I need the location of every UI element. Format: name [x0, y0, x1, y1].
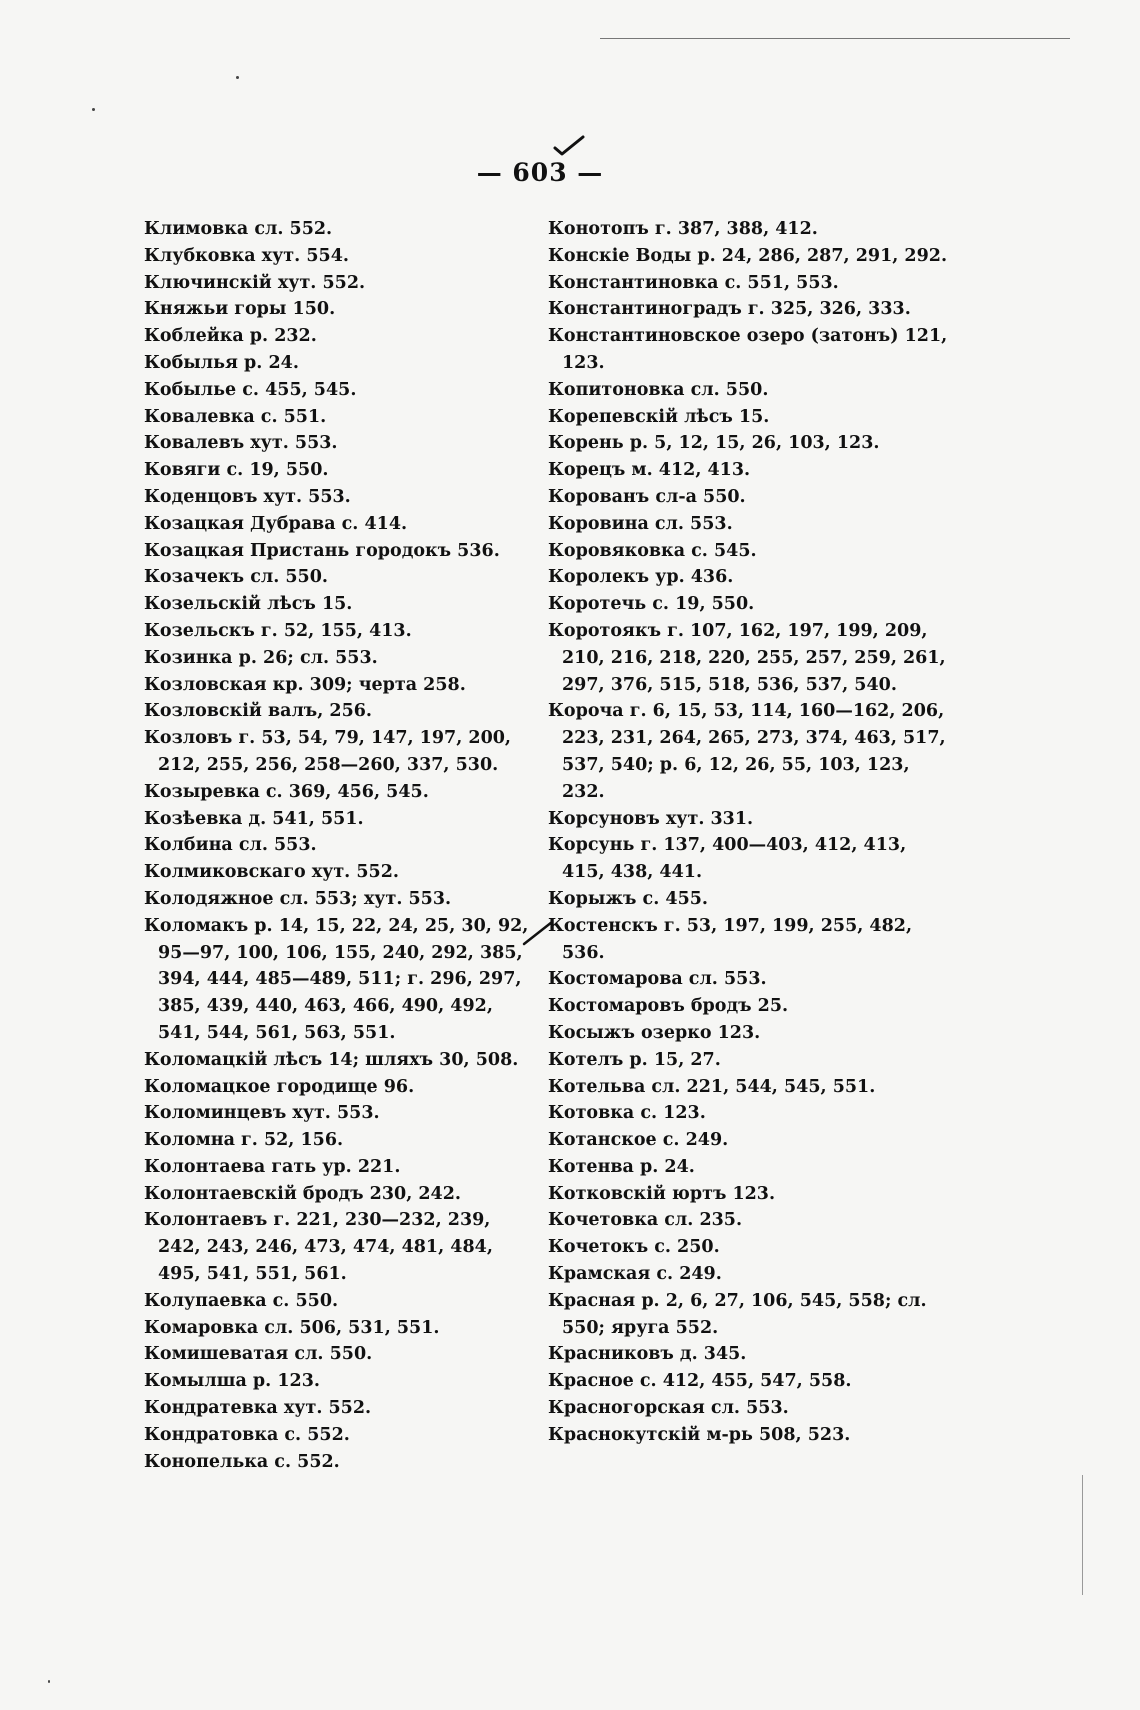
index-entry: Коровяковка с. 545. [548, 540, 757, 561]
index-entry: Козацкая Пристань городокъ 536. [144, 540, 500, 561]
index-entry: Коблейка р. 232. [144, 326, 317, 347]
index-entry: Корецъ м. 412, 413. [548, 460, 751, 481]
top-edge-rule [600, 38, 1070, 39]
index-entry: Колмиковскаго хут. 552. [144, 862, 399, 883]
index-entry: Колонтаева гать ур. 221. [144, 1156, 401, 1177]
index-entry: Ковяги с. 19, 550. [144, 460, 329, 481]
index-entry: Котковскій юртъ 123. [548, 1183, 776, 1204]
index-entry: Коденцовъ хут. 553. [144, 486, 351, 507]
index-entry: Козѣевка д. 541, 551. [144, 808, 364, 829]
index-entry: Комишеватая сл. 550. [144, 1344, 373, 1365]
index-entry: Костомарова сл. 553. [548, 969, 767, 990]
index-entry: Козинка р. 26; сл. 553. [144, 647, 378, 668]
ink-speck [92, 108, 95, 111]
index-column-left [144, 216, 534, 1475]
index-entry: Колбина сл. 553. [144, 835, 317, 856]
ink-speck [236, 76, 239, 79]
index-entry: Козачекъ сл. 550. [144, 567, 328, 588]
index-entry: Красногорская сл. 553. [548, 1398, 789, 1419]
index-entry: Корень р. 5, 12, 15, 26, 103, 123. [548, 433, 880, 454]
index-entry: Кондратевка хут. 552. [144, 1398, 372, 1419]
index-entry: Красниковъ д. 345. [548, 1344, 747, 1365]
index-column-right [548, 216, 948, 1449]
index-entry: Козельскъ г. 52, 155, 413. [144, 620, 412, 641]
index-entry: Корепевскій лѣсъ 15. [548, 406, 770, 427]
index-entry: Коломна г. 52, 156. [144, 1130, 344, 1151]
margin-rule [1082, 1475, 1083, 1595]
index-entry: Козыревка с. 369, 456, 545. [144, 781, 429, 802]
index-entry: Костенскъ г. 53, 197, 199, 255, 482, 536. [548, 915, 913, 963]
index-entry: Корсунь г. 137, 400—403, 412, 413, 415, 438, 441. [548, 835, 907, 883]
index-entry: Комаровка сл. 506, 531, 551. [144, 1317, 440, 1338]
index-entry: Клубковка хут. 554. [144, 245, 349, 266]
index-entry: Кондратовка с. 552. [144, 1424, 350, 1445]
index-entry: Княжьи горы 150. [144, 299, 336, 320]
index-entry: Котенва р. 24. [548, 1156, 695, 1177]
index-entry: Ключинскій хут. 552. [144, 272, 366, 293]
index-entry: Корыжъ с. 455. [548, 888, 709, 909]
index-entry: Ковалевка с. 551. [144, 406, 327, 427]
index-entry: Константиноградъ г. 325, 326, 333. [548, 299, 911, 320]
index-entry: Коломинцевъ хут. 553. [144, 1103, 380, 1124]
index-entry: Козловскій валъ, 256. [144, 701, 373, 722]
index-entry: Косыжъ озерко 123. [548, 1022, 761, 1043]
index-entry: Котелъ р. 15, 27. [548, 1049, 721, 1070]
index-entry: Константиновка с. 551, 553. [548, 272, 839, 293]
index-entry: Кочетокъ с. 250. [548, 1237, 720, 1258]
index-entry: Козловъ г. 53, 54, 79, 147, 197, 200, 212, 255, 256, 258—260, 337, 530. [144, 728, 512, 775]
handwritten-checkmark-icon [552, 134, 586, 160]
index-entry: Коломацкое городище 96. [144, 1076, 415, 1097]
index-entry: Коровина сл. 553. [548, 513, 733, 534]
index-entry: Краснокутскій м-рь 508, 523. [548, 1424, 851, 1445]
index-entry: Красное с. 412, 455, 547, 558. [548, 1371, 852, 1392]
index-entry: Копитоновка сл. 550. [548, 379, 769, 400]
index-entry: Котельва сл. 221, 544, 545, 551. [548, 1076, 876, 1097]
index-entry: Котовка с. 123. [548, 1103, 706, 1124]
index-entry: Коротоякъ г. 107, 162, 197, 199, 209, 210, 216, 218, 220, 255, 257, 259, 261, 297, 376, 515, 518, 536, 537, 540. [548, 620, 946, 695]
index-entry: Конскіе Воды р. 24, 286, 287, 291, 292. [548, 245, 948, 266]
index-entry: Костомаровъ бродъ 25. [548, 996, 789, 1017]
index-entry: Коротечь с. 19, 550. [548, 594, 755, 615]
index-entry: Козацкая Дубрава с. 414. [144, 513, 408, 534]
index-entry: Комылша р. 123. [144, 1371, 320, 1392]
index-entry: Корованъ сл-а 550. [548, 486, 746, 507]
index-entry: Котанское с. 249. [548, 1130, 729, 1151]
index-entry: Колонтаевскій бродъ 230, 242. [144, 1183, 461, 1204]
index-entry: Корсуновъ хут. 331. [548, 808, 754, 829]
index-entry: Кобылье с. 455, 545. [144, 379, 357, 400]
index-entry: Конопелька с. 552. [144, 1451, 340, 1472]
index-entry: Королекъ ур. 436. [548, 567, 734, 588]
page-number: — 603 — [476, 158, 604, 187]
index-entry: Козельскій лѣсъ 15. [144, 594, 353, 615]
handwritten-slash-icon [520, 918, 556, 948]
index-entry: Конотопъ г. 387, 388, 412. [548, 219, 818, 239]
index-entry: Кобылья р. 24. [144, 352, 299, 373]
index-entry: Коломакъ р. 14, 15, 22, 24, 25, 30, 92, 95—97, 100, 106, 155, 240, 292, 385, 394, 444, 485—489, 511; г. 296, 297, 385, 439, 440, 463, 466, 490, 492, 541, 544, 561, 563, 551. [144, 915, 529, 1043]
index-entry: Колупаевка с. 550. [144, 1290, 339, 1311]
index-entry: Козловская кр. 309; черта 258. [144, 674, 466, 695]
ink-speck [48, 1680, 50, 1683]
index-entry: Колонтаевъ г. 221, 230—232, 239, 242, 243, 246, 473, 474, 481, 484, 495, 541, 551, 561. [144, 1210, 493, 1285]
index-entry: Красная р. 2, 6, 27, 106, 545, 558; сл. 550; яруга 552. [548, 1290, 927, 1338]
index-entry: Крамская с. 249. [548, 1264, 722, 1285]
index-entry: Климовка сл. 552. [144, 219, 333, 239]
index-entry: Короча г. 6, 15, 53, 114, 160—162, 206, 223, 231, 264, 265, 273, 374, 463, 517, 537, 540; р. 6, 12, 26, 55, 103, 123, 232. [548, 701, 946, 802]
index-entry: Колодяжное сл. 553; хут. 553. [144, 888, 452, 909]
index-entry: Константиновское озеро (затонъ) 121, 123. [548, 326, 948, 373]
index-entry: Коломацкій лѣсъ 14; шляхъ 30, 508. [144, 1049, 519, 1070]
index-entry: Кочетовка сл. 235. [548, 1210, 743, 1231]
index-entry: Ковалевъ хут. 553. [144, 433, 338, 454]
